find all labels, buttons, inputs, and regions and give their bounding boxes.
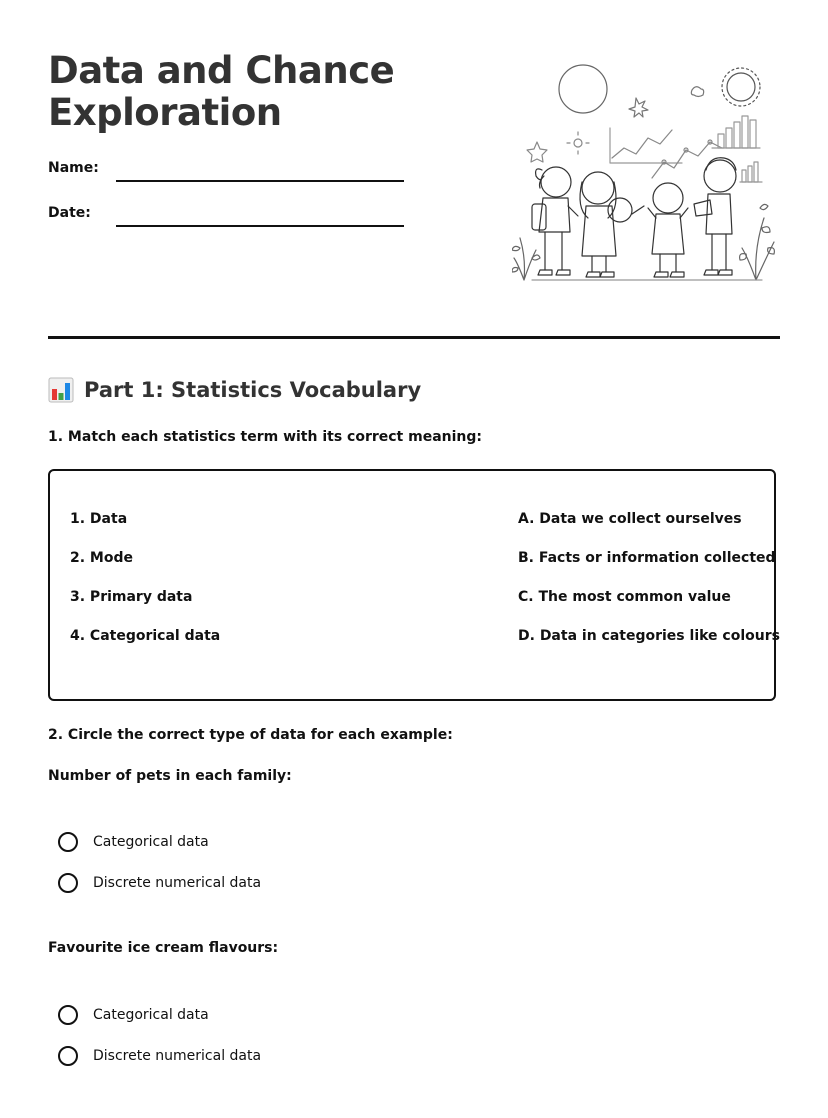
part1-heading-text: Part 1: Statistics Vocabulary bbox=[84, 378, 422, 402]
meaning-item[interactable]: C. The most common value bbox=[518, 589, 731, 605]
answer-option[interactable] bbox=[58, 1044, 261, 1068]
answer-option[interactable] bbox=[58, 871, 261, 895]
section-divider bbox=[48, 336, 780, 339]
date-label: Date: bbox=[48, 205, 91, 221]
meaning-item[interactable]: A. Data we collect ourselves bbox=[518, 511, 742, 527]
name-write-line[interactable] bbox=[116, 180, 404, 182]
term-item[interactable]: 2. Mode bbox=[70, 550, 133, 566]
meaning-item[interactable]: D. Data in categories like colours bbox=[518, 628, 780, 644]
option-label: Categorical data bbox=[93, 834, 209, 850]
example-prompt: Favourite ice cream flavours: bbox=[48, 940, 279, 956]
term-item[interactable]: 1. Data bbox=[70, 511, 128, 527]
option-label: Discrete numerical data bbox=[93, 875, 262, 891]
part1-heading bbox=[48, 374, 421, 406]
example-prompt: Number of pets in each family: bbox=[48, 768, 292, 784]
date-field[interactable] bbox=[48, 205, 408, 235]
term-item[interactable]: 3. Primary data bbox=[70, 589, 193, 605]
children-looking-at-charts-illustration bbox=[512, 58, 780, 290]
meaning-item[interactable]: B. Facts or information collected bbox=[518, 550, 776, 566]
question1-label: 1. Match each statistics term with its correct meaning: bbox=[48, 429, 483, 445]
matching-box bbox=[48, 469, 780, 701]
radio-circle[interactable] bbox=[58, 1046, 78, 1066]
meanings-column bbox=[518, 509, 780, 665]
radio-circle[interactable] bbox=[58, 873, 78, 893]
question2-label: 2. Circle the correct type of data for each example: bbox=[48, 727, 453, 743]
date-write-line[interactable] bbox=[116, 225, 404, 227]
worksheet-title: Data and Chance Exploration bbox=[48, 49, 395, 134]
terms-column bbox=[70, 509, 220, 665]
option-label: Discrete numerical data bbox=[93, 1048, 262, 1064]
answer-option[interactable] bbox=[58, 830, 209, 854]
answer-option[interactable] bbox=[58, 1003, 209, 1027]
name-label: Name: bbox=[48, 160, 99, 176]
option-label: Categorical data bbox=[93, 1007, 209, 1023]
term-item[interactable]: 4. Categorical data bbox=[70, 628, 221, 644]
radio-circle[interactable] bbox=[58, 832, 78, 852]
radio-circle[interactable] bbox=[58, 1005, 78, 1025]
name-field[interactable] bbox=[48, 160, 408, 190]
bar-chart-icon bbox=[48, 377, 74, 403]
